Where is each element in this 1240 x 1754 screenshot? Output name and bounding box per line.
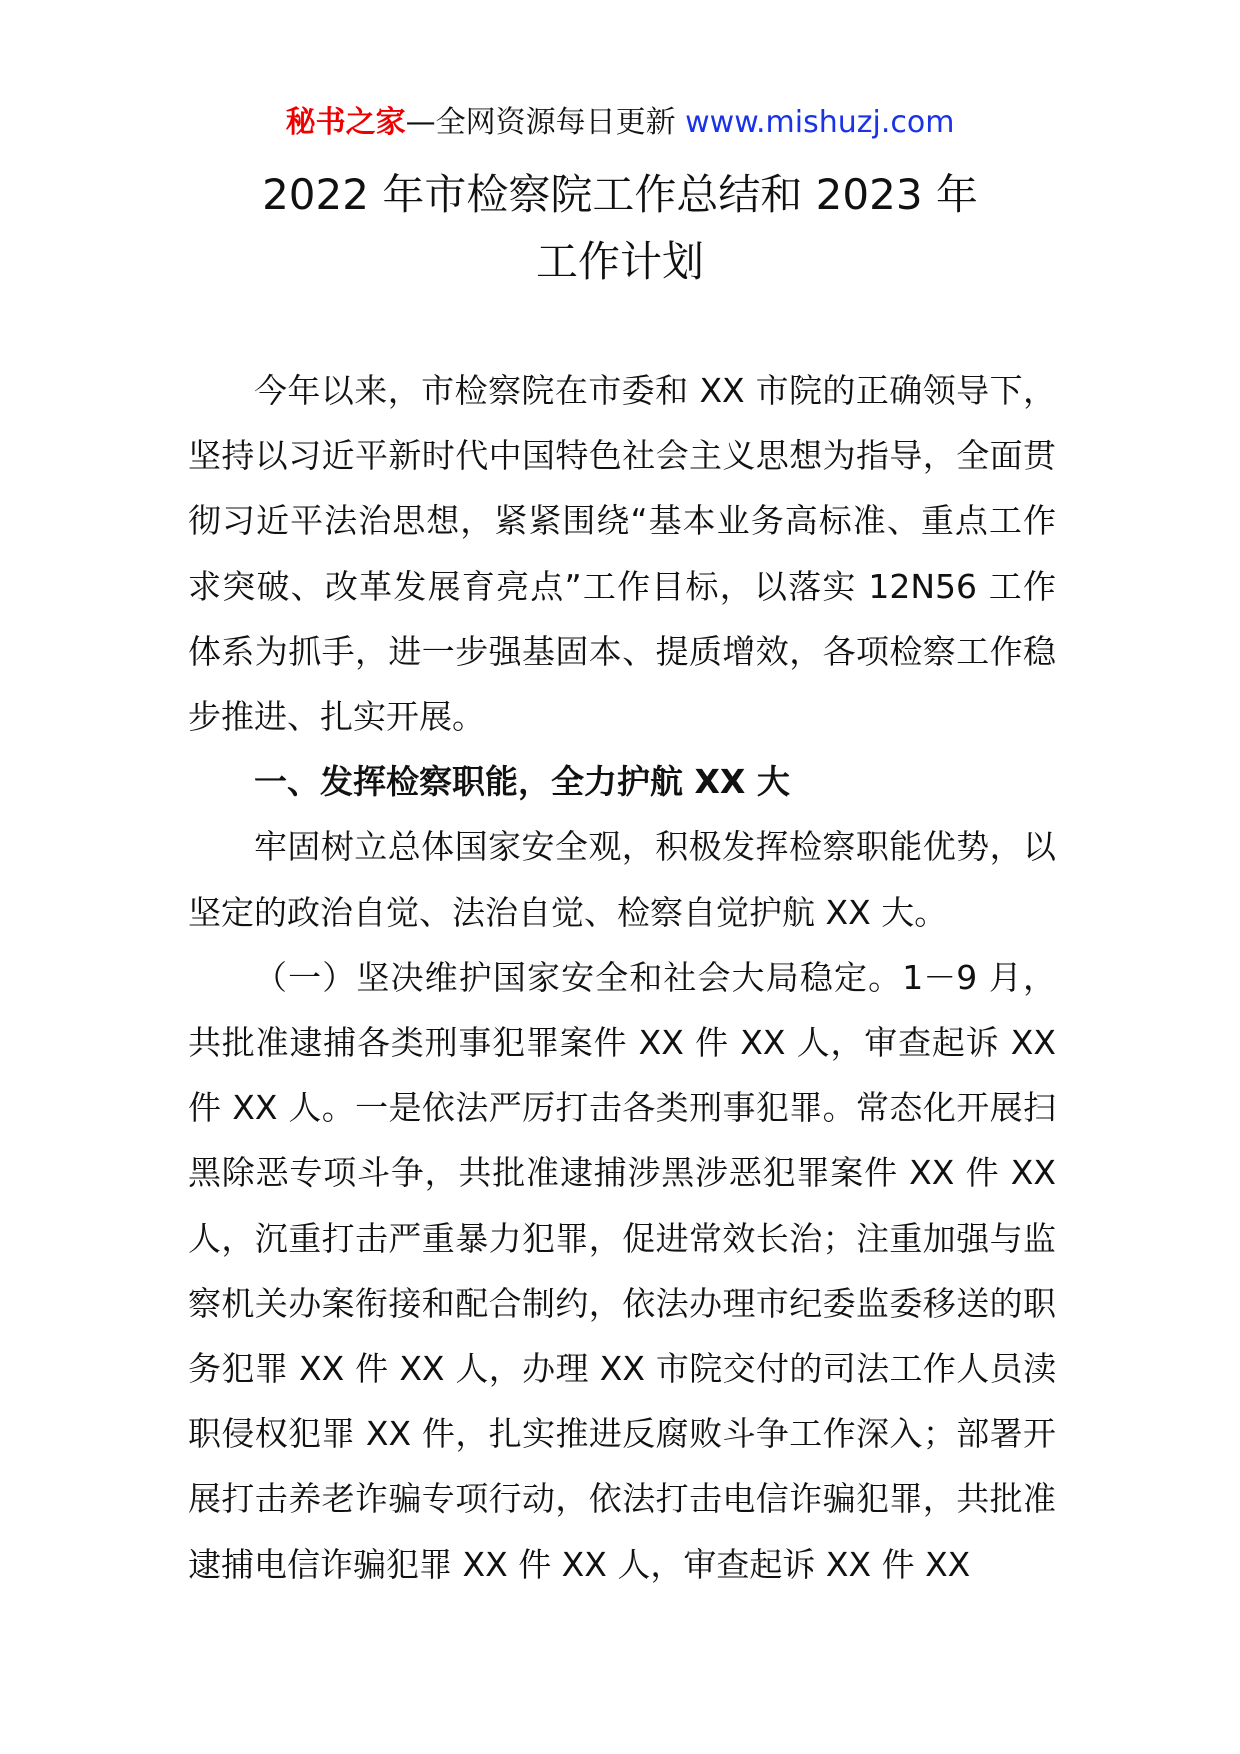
section-heading-1: 一、发挥检察职能，全力护航 XX 大 bbox=[254, 762, 790, 802]
document-body bbox=[188, 358, 1056, 1597]
website-link[interactable]: www.mishuzj.com bbox=[685, 105, 955, 140]
section-1-paragraph: 牢固树立总体国家安全观，积极发挥检察职能优势，以坚定的政治自觉、法治自觉、检察自觉护航 XX 大。 bbox=[188, 827, 1056, 932]
brand-name: 秘书之家 bbox=[285, 105, 406, 140]
intro-paragraph: 今年以来，市检察院在市委和 XX 市院的正确领导下，坚持以习近平新时代中国特色社会主义思想为指导，全面贯彻习近平法治思想，紧紧围绕“基本业务高标准、重点工作求突破、改革发展育亮点”工作目标，以落实 12N56 工作体系为抓手，进一步强基固本、提质增效，各项检察工作稳步推进、扎实开展。 bbox=[188, 371, 1056, 737]
header-slogan: —全网资源每日更新 bbox=[405, 105, 676, 140]
document-title-line-2: 工作计划 bbox=[535, 237, 704, 286]
watermark-header bbox=[0, 100, 1240, 146]
subsection-1-paragraph: （一）坚决维护国家安全和社会大局稳定。1－9 月，共批准逮捕各类刑事犯罪案件 XX 件 XX 人，审查起诉 XX 件 XX 人。一是依法严厉打击各类刑事犯罪。常态化开展扫黑除恶专项斗争，共批准逮捕涉黑涉恶犯罪案件 XX 件 XX 人，沉重打击严重暴力犯罪，促进常效长治；注重加强与监察机关办案衔接和配合制约，依法办理市纪委监委移送的职务犯罪 XX 件 XX 人，办理 XX 市院交付的司法工作人员渎职侵权犯罪 XX 件，扎实推进反腐败斗争工作深入；部署开展打击养老诈骗专项行动，依法打击电信诈骗犯罪，共批准逮捕电信诈骗犯罪 XX 件 XX 人，审查起诉 XX 件 XX bbox=[188, 957, 1056, 1584]
document-title-line-1: 2022 年市检察院工作总结和 2023 年 bbox=[262, 170, 978, 219]
